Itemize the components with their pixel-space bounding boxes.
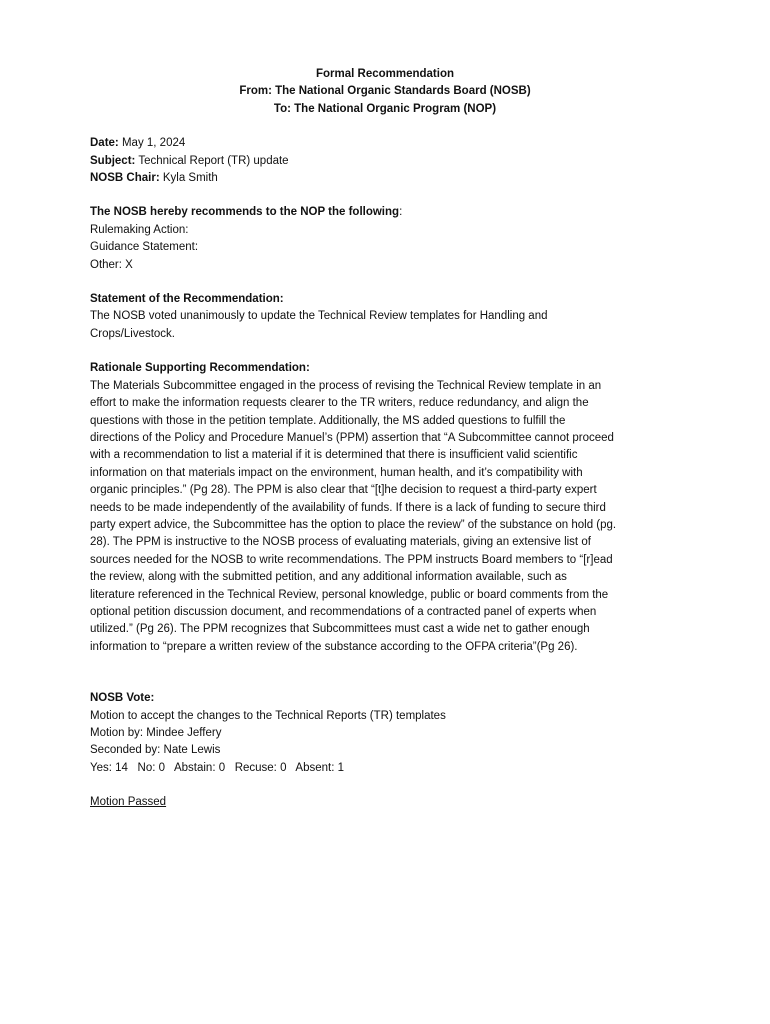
date-label: Date: <box>90 137 119 150</box>
statement-heading: Statement of the Recommendation: <box>90 293 284 306</box>
vote-tally: Yes: 14 No: 0 Abstain: 0 Recuse: 0 Absent: 1 <box>90 761 345 774</box>
date-line <box>90 135 680 152</box>
recommends-item-rulemaking: Rulemaking Action: <box>90 223 189 236</box>
rationale-line: with a recommendation to list a material if it is determined that there is insufficient valid scientific <box>90 449 578 462</box>
header-to: To: The National Organic Program (NOP) <box>273 102 497 115</box>
rationale-line: directions of the Policy and Procedure Manuel’s (PPM) assertion that “A Subcommittee cannot proceed <box>90 431 614 444</box>
rationale-line: 28). The PPM is instructive to the NOSB process of evaluating materials, giving an extensive list of <box>90 536 591 549</box>
rationale-line: needs to be made independently of the availability of funds. If there is a lack of funding to secure third <box>90 501 606 514</box>
recommends-heading-line <box>90 204 680 221</box>
rationale-line: literature referenced in the Technical Review, personal knowledge, public or board comments from the <box>90 588 609 601</box>
subject-label: Subject: <box>90 154 136 167</box>
rationale-line: organic principles.” (Pg 28). The PPM is also clear that “[t]he decision to request a third-party expert <box>90 484 597 497</box>
vote-seconded-by: Seconded by: Nate Lewis <box>90 744 221 757</box>
rationale-line: the review, along with the submitted petition, and any additional information available, such as <box>90 571 567 584</box>
rationale-block <box>90 360 680 656</box>
chair-label: NOSB Chair: <box>90 172 160 185</box>
statement-line: The NOSB voted unanimously to update the Technical Review templates for Handling and <box>90 310 548 323</box>
rationale-line: information to “prepare a written review of the substance according to the OFPA criteria”(Pg 26). <box>90 640 578 653</box>
rationale-heading: Rationale Supporting Recommendation: <box>90 362 310 375</box>
vote-heading: NOSB Vote: <box>90 692 155 705</box>
rationale-line: The Materials Subcommittee engaged in the process of revising the Technical Review template in an <box>90 379 602 392</box>
subject-line <box>90 153 680 170</box>
recommends-heading: The NOSB hereby recommends to the NOP the following <box>90 206 400 219</box>
rationale-line: optional petition discussion document, and recommendations of a contracted panel of experts when <box>90 605 597 618</box>
rationale-line: party expert advice, the Subcommittee has the option to place the review” of the substance on hold (pg. <box>90 518 617 531</box>
vote-motion: Motion to accept the changes to the Technical Reports (TR) templates <box>90 709 446 722</box>
rationale-line: utilized.” (Pg 26). The PPM recognizes that Subcommittees must cast a wide net to gather enough <box>90 623 590 636</box>
header-from: From: The National Organic Standards Board (NOSB) <box>239 85 531 98</box>
header-title: Formal Recommendation <box>315 68 455 80</box>
rationale-line: information on that materials impact on the environment, human health, and it’s compatibility with <box>90 466 583 479</box>
rationale-line: questions with those in the petition template. Additionally, the MS added questions to fulfill the <box>90 414 566 427</box>
chair-value: Kyla Smith <box>162 172 218 185</box>
statement-line: Crops/Livestock. <box>90 327 176 340</box>
document-header <box>90 66 680 118</box>
vote-result-block <box>90 794 680 811</box>
meta-block <box>90 135 680 187</box>
vote-result: Motion Passed <box>90 796 167 809</box>
recommends-item-other: Other: X <box>90 258 133 271</box>
recommends-heading-suffix: : <box>399 206 403 219</box>
statement-block <box>90 291 680 343</box>
date-value: May 1, 2024 <box>121 137 186 150</box>
recommends-item-guidance: Guidance Statement: <box>90 241 199 254</box>
recommends-block <box>90 204 680 274</box>
vote-motion-by: Motion by: Mindee Jeffery <box>90 727 222 739</box>
rationale-line: sources needed for the NOSB to write recommendations. The PPM instructs Board members to “[r]ead <box>90 553 613 566</box>
subject-value: Technical Report (TR) update <box>138 154 289 167</box>
chair-line <box>90 170 680 187</box>
rationale-line: effort to make the information requests clearer to the TR writers, reduce redundancy, and align the <box>90 397 589 410</box>
vote-block <box>90 690 680 777</box>
